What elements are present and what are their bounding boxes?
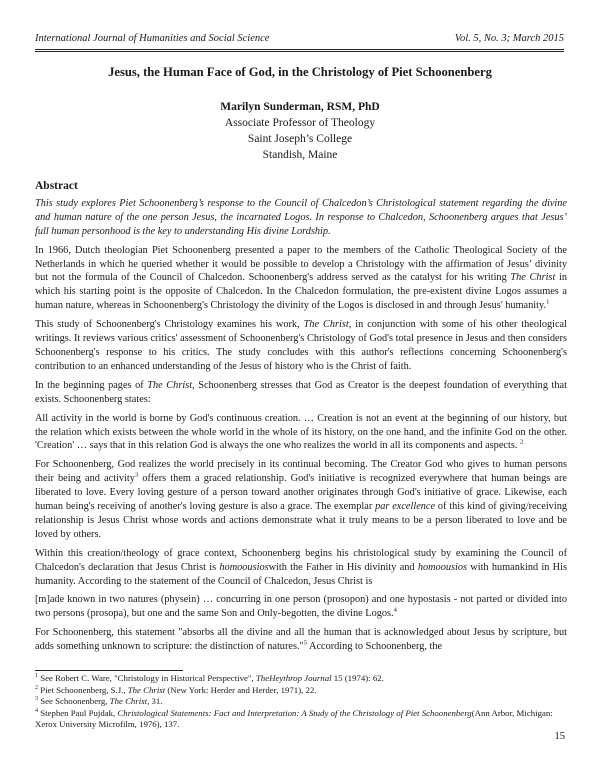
header-rule-thin xyxy=(35,51,564,52)
header-rule xyxy=(35,49,564,50)
footnote-ref: 4 xyxy=(393,606,397,614)
abstract-heading: Abstract xyxy=(35,180,78,192)
footnote-rule xyxy=(35,670,183,671)
footnote-3: $^3$ See Schoonenberg, The Christ, 31. xyxy=(35,696,163,706)
article-body xyxy=(35,180,567,659)
paragraph-6: For Schoonenberg, this statement "absorbs all the divine and all the human that is acknowledged about Jesus by scripture, but adds something unknown to scripture: the distinction of natures."$^5$ According to Schoonenberg, the xyxy=(35,627,567,653)
issue-info: Vol. 5, No. 3; March 2015 xyxy=(454,33,564,44)
page-number: 15 xyxy=(554,731,565,742)
footnote-ref: 3 xyxy=(134,471,139,479)
abstract-text: This study explores Piet Schoonenberg’s response to the Council of Chalcedon’s Christological statement regarding the divine and human nature of the one person Jesus, the incarnated Logos. In response to Chalcedon, Schoonenberg argues that Jesus’ full human personhood is the key to understanding His divine Lordship. xyxy=(35,197,567,237)
author-institution: Saint Joseph’s College xyxy=(247,133,353,145)
journal-name: International Journal of Humanities and Social Science xyxy=(35,33,270,44)
footnote-1: $^1$ See Robert C. Ware, "Christology in Historical Perspective", TheHeythrop Journal 15 (1974): 62. xyxy=(35,673,384,683)
paragraph-5: Within this creation/theology of grace context, Schoonenberg begins his christological study by examining the Council of Chalcedon's declaration that Jesus Christ is homoousioswith the Father in His divinity and homoousios with humankind in His humanity. According to the statement of the Council of Chalcedon, Jesus Christ is xyxy=(35,547,567,587)
paragraph-3: In the beginning pages of The Christ, Schoonenberg stresses that God as Creator is the deepest foundation of everything that exists. Schoonenberg states: xyxy=(35,379,567,405)
footnote-ref: 5 xyxy=(303,639,307,647)
footnote-2: $^2$ Piet Schoonenberg, S.J., The Christ (New York: Herder and Herder, 1971), 22. xyxy=(35,684,317,695)
paragraph-1: In 1966, Dutch theologian Piet Schoonenberg presented a paper to the members of the Catholic Theological Society of the Netherlands in which he queried whether it would be possible to develop a Christology with the affirmation of Jesus’ divinity but not the formula of the Council of Chalcedon. Schoonenberg's address served as the catalyst for his writing The Christ in which his starting point is the opposite of Chalcedon. In the Chalcedon formulation, the pre-existent divine Logos assumes a human nature, whereas in Schoonenberg's Christology the divinity of the Logos is disclosed in and through Jesus' humanity.$^1$ xyxy=(35,244,568,312)
author-position: Associate Professor of Theology xyxy=(224,117,376,129)
block-quote-2: [m]ade known in two natures (physein) … concurring in one person (prosopon) and one hypostasis - not parted or divided into two persons (prosopa), but one and the same Son and Only-begotten, the divine Logos.$^4$ xyxy=(35,594,567,620)
author-block xyxy=(0,99,600,163)
article-title: Jesus, the Human Face of God, in the Christology of Piet Schoonenberg xyxy=(108,65,492,79)
footnote-ref: 2 xyxy=(520,438,524,446)
footnotes xyxy=(35,673,567,731)
paragraph-4: For Schoonenberg, God realizes the world precisely in its continual becoming. The Creator God who gives to human persons their being and activity$^3$ offers them a graced relationship. God's initiative is recognized everywhere that human beings are liberated to love. Every loving gesture of a person toward another originates through God's initiative of grace. Likewise, each human being's receiving of another's loving gesture is also a grace. The exemplar par excellence of this kind of giving/receiving relationship is Jesus Christ whose words and actions demonstrate what it truly means to be a person liberated to love and be loved by others. xyxy=(35,459,567,540)
author-name: Marilyn Sunderman, RSM, PhD xyxy=(220,101,380,113)
block-quote-1: All activity in the world is borne by God's continuous creation. … Creation is not an event at the beginning of our history, but the relation which exists between the whole world in the whole of its history, on the one hand, and the infinite God on the other. 'Creation' … says that in this relation God is always the one who realizes the world in all its components and aspects. $^2$ xyxy=(35,412,567,452)
paragraph-2: This study of Schoonenberg's Christology examines his work, The Christ, in conjunction with some of his other theological writings. It reviews various critics' assessment of Schoonenberg's Christology of God's total presence in Jesus and then considers Schoonenberg's response to his critics. The study concludes with this author's reflections concerning Schoonenberg's contribution to an enhanced understanding of the Jesus of history who is the Christ of faith. xyxy=(35,319,567,372)
author-location: Standish, Maine xyxy=(262,149,338,161)
footnote-ref: 1 xyxy=(546,298,550,306)
footnote-4: $^4$ Stephen Paul Pujdak, Christological Statements: Fact and Interpretation: A Study of the Christology of Piet Schoonenberg(Ann Arbor, Michigan: Xerox University Microfilm, 1976), 137. xyxy=(35,707,553,729)
